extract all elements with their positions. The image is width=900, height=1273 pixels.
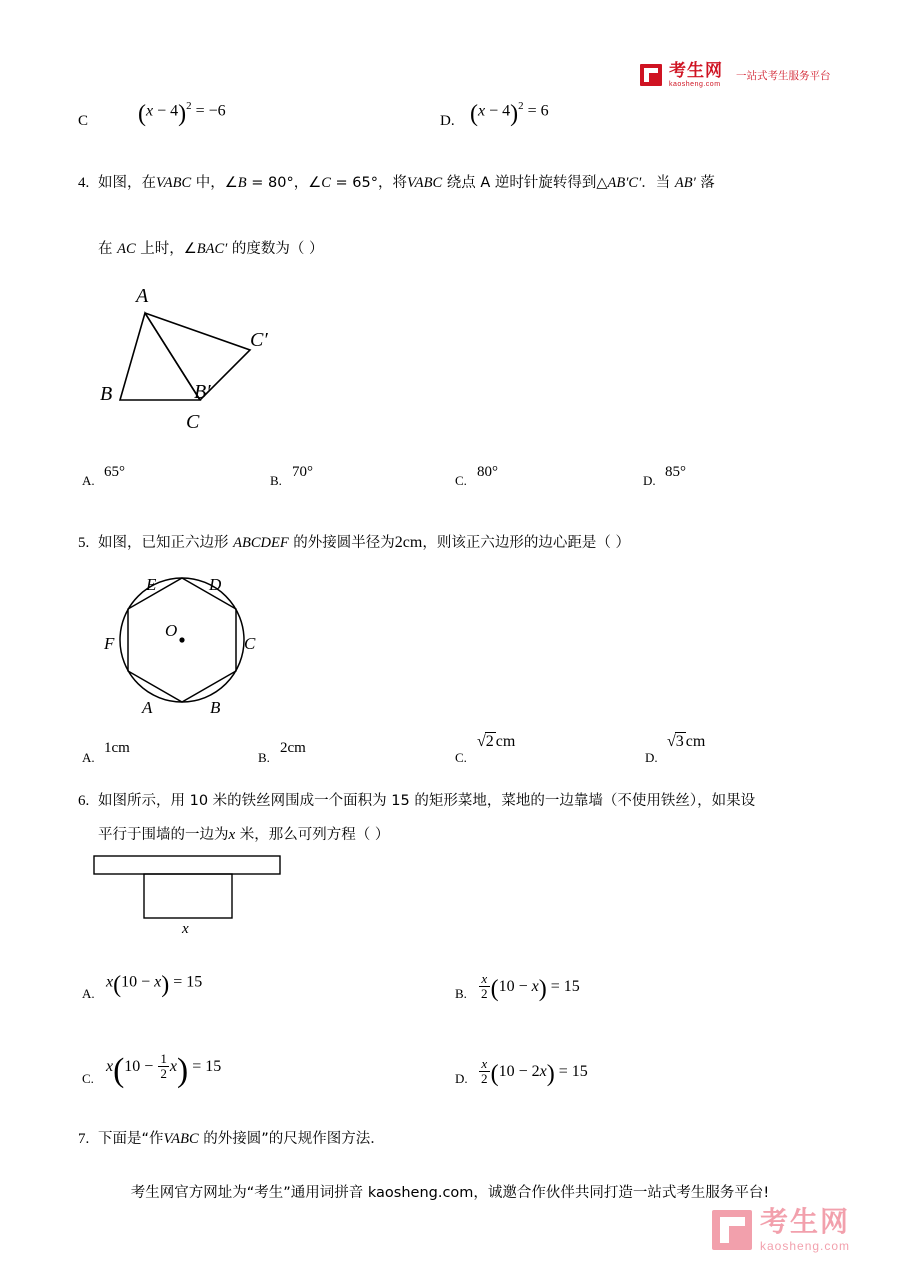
q6-figure [92,854,312,934]
q4-option-d-letter: D. [643,473,656,488]
svg-text:O: O [165,621,178,640]
q3-option-d-expr: $(x - 4)^2 = 6$ [470,100,549,127]
q6-option-c-text: x(10 − $\frac{1}{2}$ x) = 15 [106,1051,222,1090]
watermark-domain: kaosheng.com [760,1239,851,1253]
q5-option-d-text: √3 cm [667,733,706,750]
q4-stem-line2: 在 AC 上时，∠BAC′ 的度数为（ ） [98,241,324,257]
logo-title: 考生网 [669,61,723,80]
q6-option-a-text: x(10 − x) = 15 [106,972,203,998]
q4-stem-line1: 如图，在VABC 中，∠B = 80°，∠C = 65°，将VABC 绕点 A 逆时针旋转得到△AB′C′．当 AB′ 落 [98,175,715,191]
site-logo [640,62,831,88]
q4-figure [90,280,320,445]
q6-option-b-letter: B. [455,986,467,1001]
q6-option-b-text: $\frac{x}{2}$ (10 − x) = 15 [481,971,580,1003]
q5-figure [92,565,292,725]
svg-text:F: F [104,634,115,653]
q5-option-c-letter: C. [455,750,467,765]
svg-text:A: A [136,285,149,307]
q4-option-c-text: 80° [477,464,498,480]
q5-option-b-text: 2cm [280,740,306,756]
q7-number: 7. [78,1131,90,1147]
logo-slogan: 一站式考生服务平台 [736,69,831,82]
svg-text:x: x [182,921,189,934]
q7-stem-line1: 下面是“作VABC 的外接圆”的尺规作图方法． [98,1131,385,1147]
q3-option-d-letter: D. [440,113,455,129]
q5-option-a-text: 1cm [104,740,130,756]
q4-option-a-text: 65° [104,464,125,480]
svg-text:D: D [209,575,222,594]
svg-text:B: B [210,698,221,717]
q4-option-d-text: 85° [665,464,686,480]
logo-text [669,62,723,88]
q5-stem-line1: 如图，已知正六边形 ABCDEF 的外接圆半径为2cm，则该正六边形的边心距是（ ） [98,534,630,551]
q6-stem-line1: 如图所示，用 10 米的铁丝网围成一个面积为 15 的矩形菜地，菜地的一边靠墙（不使用铁丝），如果设 [98,793,756,809]
svg-text:E: E [146,575,157,594]
q4-option-a-letter: A. [82,473,95,488]
page-watermark [712,1208,850,1252]
watermark-text [760,1208,850,1252]
svg-text:C: C [244,634,256,653]
q4-option-b-letter: B. [270,473,282,488]
watermark-title: 考生网 [760,1206,851,1237]
svg-text:A: A [142,698,153,717]
q3-option-c-expr: $(x - 4)^2 = -6$ [138,100,226,127]
q4-option-c-letter: C. [455,473,467,488]
q6-option-d-letter: D. [455,1071,468,1086]
q5-option-c-text: √2 cm [477,733,516,750]
svg-text:B: B [100,383,113,405]
q6-option-c-letter: C. [82,1071,94,1086]
q4-number: 4. [78,175,90,191]
svg-text:C: C [186,411,200,433]
footer-note: 考生网官方网址为“考生”通用词拼音 kaosheng.com，诚邀合作伙伴共同打造一站式考生服务平台! [130,1185,770,1201]
svg-text:B′: B′ [194,381,211,403]
watermark-mark-icon [712,1210,752,1250]
q4-option-b-text: 70° [292,464,313,480]
q5-number: 5. [78,535,90,551]
logo-domain: kaosheng.com [669,81,721,88]
q6-number: 6. [78,793,90,809]
q3-option-c-letter: C [78,113,89,129]
q5-option-d-letter: D. [645,750,658,765]
q5-option-a-letter: A. [82,750,95,765]
q6-option-a-letter: A. [82,986,95,1001]
q6-option-d-text: $\frac{x}{2}$ (10 − 2x) = 15 [481,1056,588,1088]
q6-stem-line2: 平行于围墙的一边为x 米，那么可列方程（ ） [98,827,390,843]
q5-option-b-letter: B. [258,750,270,765]
svg-text:C′: C′ [250,329,268,351]
logo-mark-icon [640,64,662,86]
